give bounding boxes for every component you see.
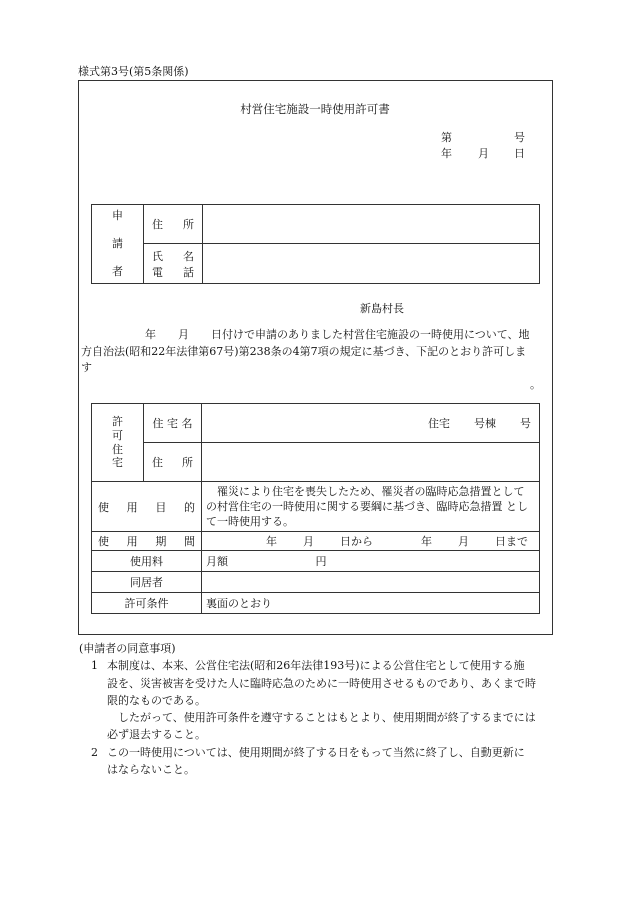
period-value[interactable]: 年 月 日から 年 月 日まで	[202, 532, 540, 551]
purpose-text: 罹災により住宅を喪失したため、罹災者の臨時応急措置として の村営住宅の一時使用に関する要綱に基づき、臨時応急措置 として一時使用する。	[202, 482, 540, 532]
number-suffix: 号	[514, 131, 525, 144]
applicant-agreement-notes	[79, 640, 559, 778]
number-prefix: 第	[441, 131, 452, 144]
permit-statement: 年 月 日付けで申請のありました村営住宅施設の一時使用について、地 方自治法(昭和22年法律第67号)第238条の4第7項の規定に基づき、下記のとおり許可しま す 。	[81, 328, 541, 391]
form-number-label: 様式第3号(第5条関係)	[78, 65, 189, 78]
permit-address-label: 住 所	[144, 443, 202, 482]
period-label: 使 用 期 間	[92, 532, 202, 551]
cohabitant-value[interactable]	[202, 572, 540, 593]
conditions-value: 裏面のとおり	[202, 593, 540, 614]
permit-address-value[interactable]	[202, 443, 540, 482]
notes-heading: (申請者の同意事項)	[79, 642, 176, 655]
housing-name-value[interactable]: 住宅 号棟 号	[202, 404, 540, 443]
housing-name-label: 住 宅 名	[144, 404, 202, 443]
applicant-address-label: 住 所	[144, 205, 203, 244]
fee-label: 使用料	[92, 551, 202, 572]
applicant-table	[91, 204, 540, 284]
permit-housing-header: 許 可 住 宅	[92, 404, 144, 482]
date-day: 日	[514, 147, 525, 160]
document-title: 村営住宅施設一時使用許可書	[240, 102, 390, 116]
applicant-name-phone-value[interactable]	[203, 244, 540, 284]
note-item-1: 1 本制度は、本来、公営住宅法(昭和26年法律193号)による公営住宅として使用する施 設を、災害被害を受けた人に臨時応急のために一時使用させるものであり、あくまで時 限的なものである。 したがって、使用許可条件を遵守することはもとより、使用期間が終了するまでには 必ず退去すること。	[91, 659, 536, 742]
applicant-name-phone-label: 氏 名 電 話	[144, 244, 203, 284]
conditions-label: 許可条件	[92, 593, 202, 614]
fee-value[interactable]: 月額 円	[202, 551, 540, 572]
date-month: 月	[478, 147, 489, 160]
applicant-header: 申 請 者	[92, 205, 144, 284]
note-item-2: 2 この一時使用については、使用期間が終了する日をもって当然に終了し、自動更新に はならないこと。	[91, 745, 525, 777]
permit-details-table	[91, 403, 540, 614]
purpose-label: 使 用 目 的	[92, 482, 202, 532]
issuer-name: 新島村長	[360, 302, 404, 315]
date-year: 年	[441, 147, 452, 160]
applicant-address-value[interactable]	[203, 205, 540, 244]
cohabitant-label: 同居者	[92, 572, 202, 593]
